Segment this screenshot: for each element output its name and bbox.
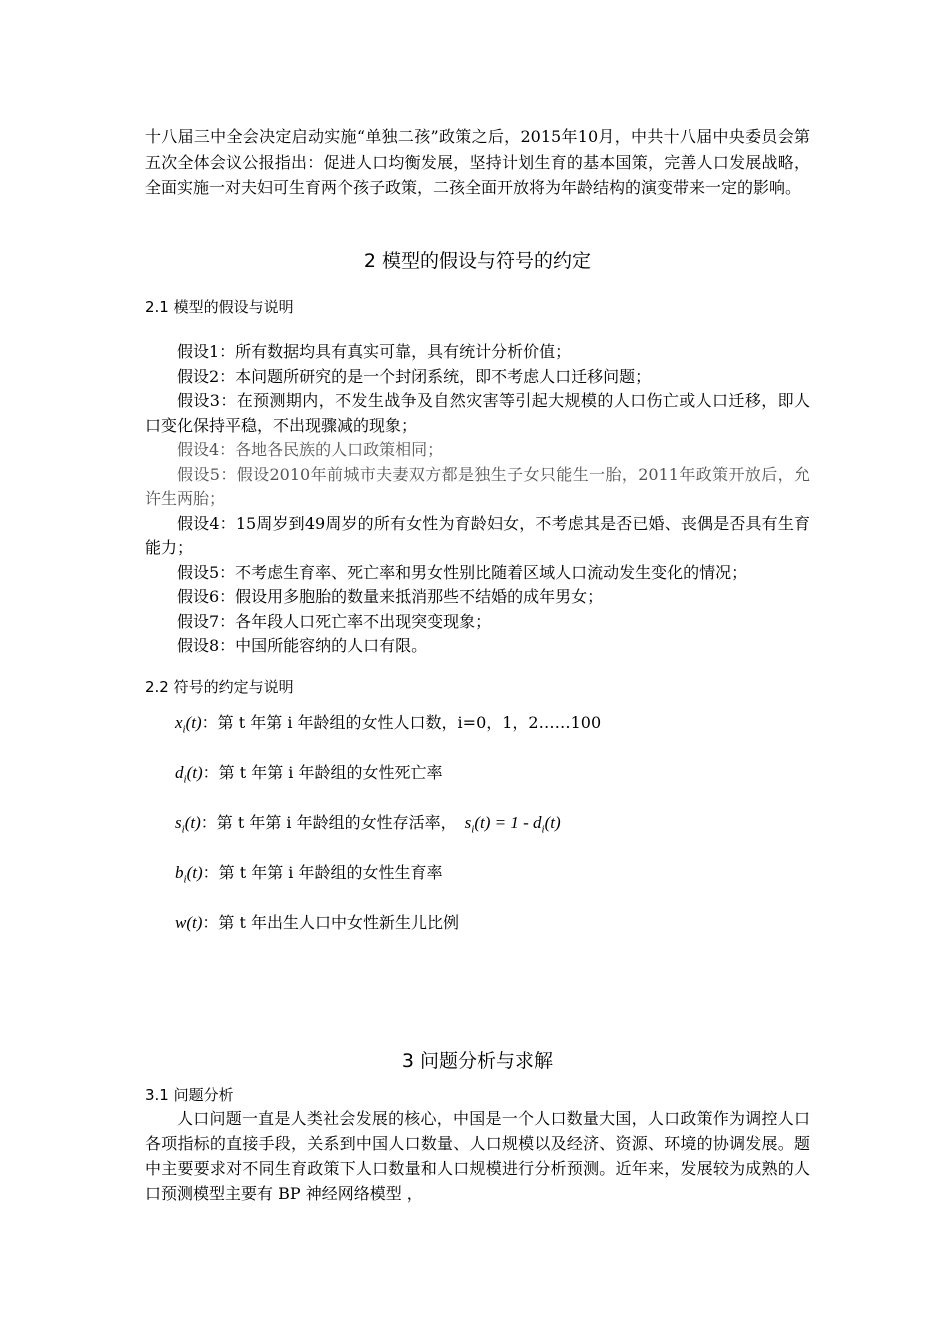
survival-formula: $s_i(t) = 1 - d_i(t)$ bbox=[464, 813, 561, 836]
assumption-item: 假设4：15周岁到49周岁的所有女性为育龄妇女，不考虑其是否已婚、丧偶是否具有生育能力； bbox=[145, 513, 810, 557]
symbol-list bbox=[175, 709, 815, 959]
symbol-math: $b_i(t)$ bbox=[175, 863, 203, 886]
assumption-item: 假设1：所有数据均具有真实可靠，具有统计分析价值； bbox=[177, 342, 572, 361]
symbol-description: ：第 t 年第 i 年龄组的女性死亡率 bbox=[202, 763, 443, 782]
symbol-description: ：第 t 年第 i 年龄组的女性存活率， bbox=[200, 813, 457, 832]
section-3-1-title: 3.1 问题分析 bbox=[145, 1086, 234, 1104]
symbol-description: ：第 t 年第 i 年龄组的女性生育率 bbox=[202, 863, 443, 882]
section-2-1-title: 2.1 模型的假设与说明 bbox=[145, 298, 294, 316]
section-3-title: 3 问题分析与求解 bbox=[401, 1050, 554, 1072]
symbol-math: $s_i(t)$ bbox=[175, 813, 201, 836]
assumption-item: 假设2：本问题所研究的是一个封闭系统，即不考虑人口迁移问题； bbox=[177, 366, 652, 386]
assumption-item: 假设6：假设用多胞胎的数量来抵消那些不结婚的成年男女； bbox=[177, 587, 604, 606]
assumption-item: 假设8：中国所能容纳的人口有限。 bbox=[177, 636, 428, 655]
assumption-item: 假设5：假设2010年前城市夫妻双方都是独生子女只能生一胎，2011年政策开放后，允许生两胎； bbox=[145, 464, 810, 508]
symbol-math: $d_i(t)$ bbox=[175, 763, 203, 786]
symbol-math: $x_i(t)$ bbox=[175, 713, 202, 736]
section-2-2-title: 2.2 符号的约定与说明 bbox=[145, 678, 294, 696]
symbol-description: ：第 t 年第 i 年龄组的女性人口数，i=0，1，2……100 bbox=[201, 713, 602, 732]
symbol-row bbox=[175, 859, 815, 909]
analysis-paragraph: 人口问题一直是人类社会发展的核心，中国是一个人口数量大国，人口政策作为调控人口各项指标的直接手段，关系到中国人口数量、人口规模以及经济、资源、环境的协调发展。题中主要要求对不同生育政策下人口数量和人口规模进行分析预测。近年来，发展较为成熟的人口预测模型主要有 BP 神经网络模型 ， bbox=[145, 1109, 810, 1203]
symbol-row bbox=[175, 909, 815, 959]
symbol-row bbox=[175, 709, 815, 759]
section-2-title: 2 模型的假设与符号的约定 bbox=[363, 250, 592, 272]
assumption-item: 假设7：各年段人口死亡率不出现突变现象； bbox=[177, 611, 492, 631]
assumption-item: 假设5：不考虑生育率、死亡率和男女性别比随着区域人口流动发生变化的情况； bbox=[177, 562, 748, 582]
intro-paragraph: 十八届三中全会决定启动实施“单独二孩”政策之后，2015年10月，中共十八届中央委员会第五次全体会议公报指出：促进人口均衡发展，坚持计划生育的基本国策，完善人口发展战略，全面实施一对夫妇可生育两个孩子政策，二孩全面开放将为年龄结构的演变带来一定的影响。 bbox=[145, 127, 810, 197]
symbol-row bbox=[175, 809, 815, 859]
assumption-list bbox=[145, 340, 810, 659]
assumption-item: 假设3：在预测期内，不发生战争及自然灾害等引起大规模的人口伤亡或人口迁移，即人口变化保持平稳，不出现骤减的现象； bbox=[145, 391, 810, 435]
symbol-description: ：第 t 年出生人口中女性新生儿比例 bbox=[202, 913, 459, 932]
symbol-row bbox=[175, 759, 815, 809]
symbol-math: w(t) bbox=[175, 913, 203, 932]
assumption-item: 假设4：各地各民族的人口政策相同； bbox=[177, 440, 444, 459]
